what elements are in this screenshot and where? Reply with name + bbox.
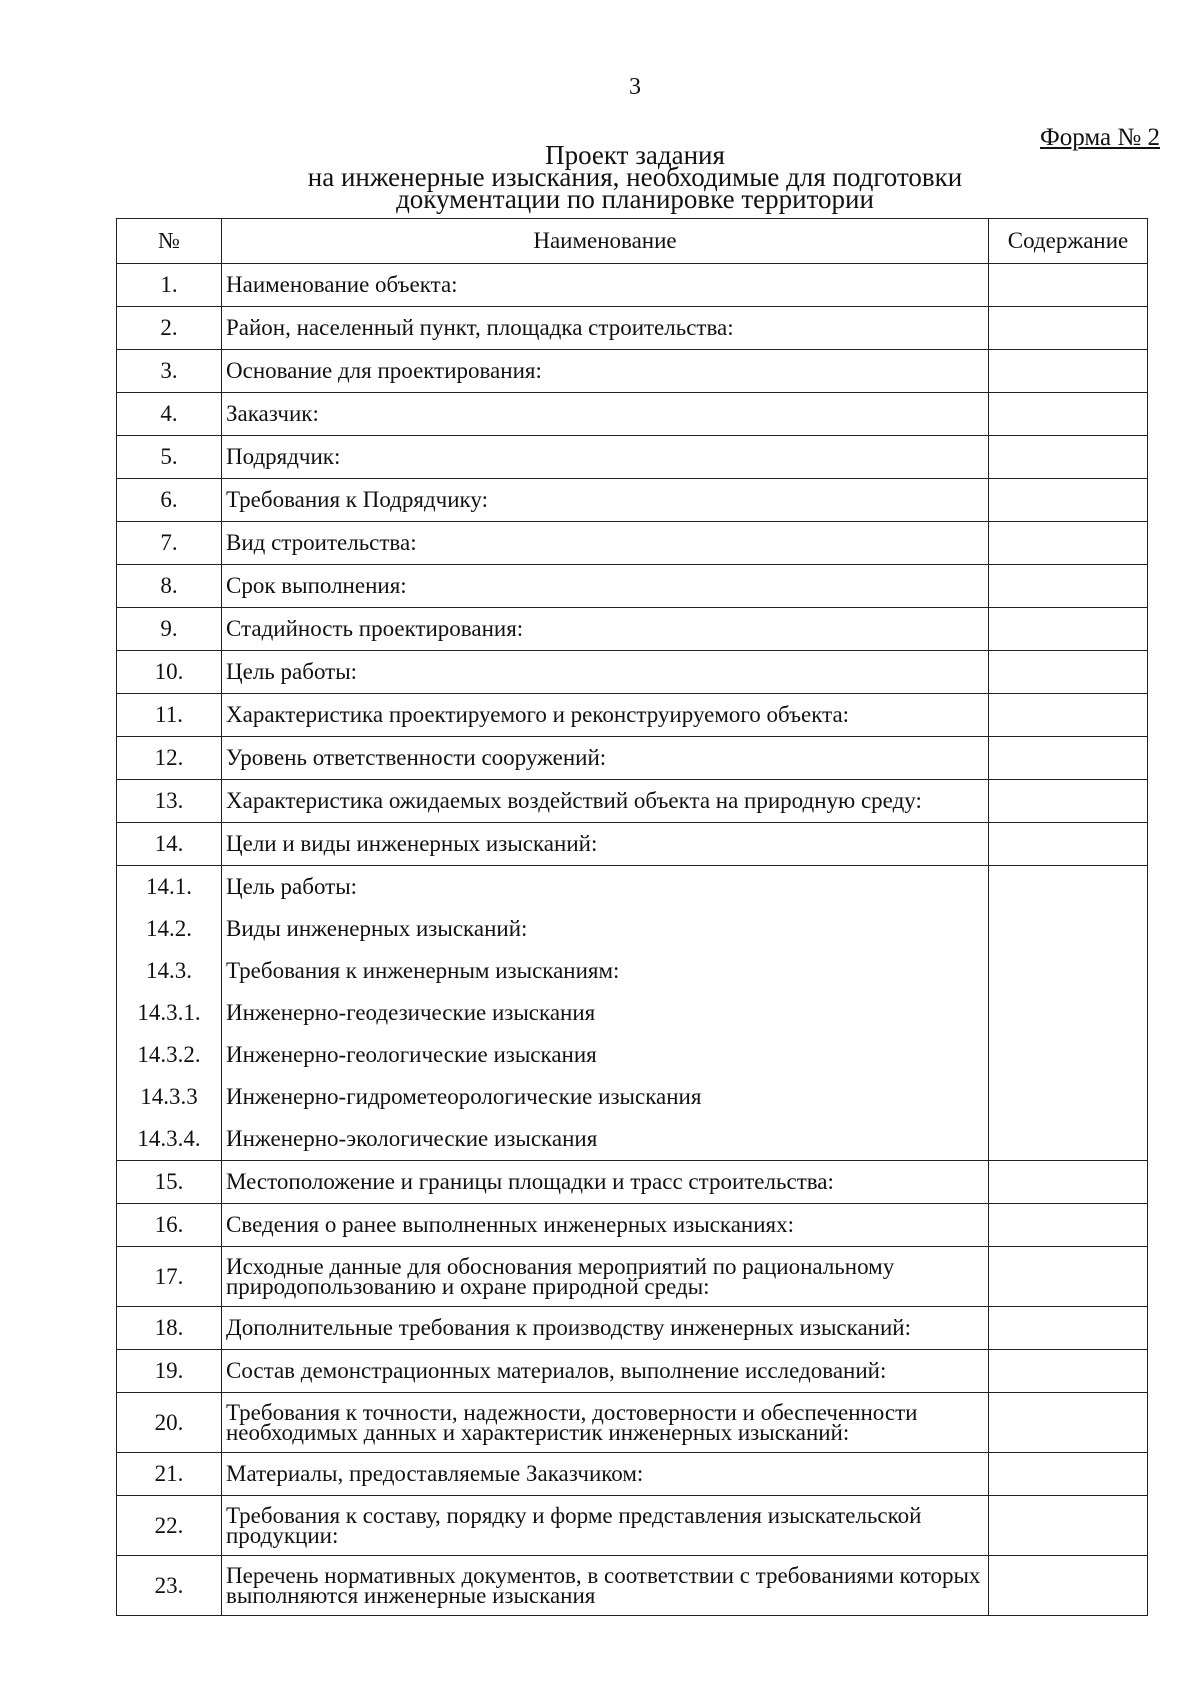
row-content-cell[interactable] bbox=[989, 307, 1148, 350]
row-content-cell[interactable] bbox=[989, 608, 1148, 651]
row-name: Подрядчик: bbox=[222, 436, 989, 479]
row-number: 12. bbox=[117, 737, 222, 780]
row-number: 7. bbox=[117, 522, 222, 565]
row-number: 3. bbox=[117, 350, 222, 393]
row-number: 5. bbox=[117, 436, 222, 479]
table-row bbox=[117, 908, 1148, 950]
row-name: Требования к инженерным изысканиям: bbox=[222, 950, 989, 992]
row-content-cell[interactable] bbox=[989, 393, 1148, 436]
row-number: 22. bbox=[117, 1496, 222, 1556]
row-number: 14. bbox=[117, 823, 222, 866]
row-content-cell[interactable] bbox=[989, 479, 1148, 522]
page-number: 3 bbox=[629, 74, 641, 100]
table-body bbox=[117, 264, 1148, 1616]
row-content-cell[interactable] bbox=[989, 1161, 1148, 1204]
row-number: 2. bbox=[117, 307, 222, 350]
row-number: 11. bbox=[117, 694, 222, 737]
table-row bbox=[117, 565, 1148, 608]
row-content-cell[interactable] bbox=[989, 1076, 1148, 1118]
row-name: Инженерно-экологические изыскания bbox=[222, 1118, 989, 1161]
table-row bbox=[117, 1161, 1148, 1204]
row-number: 21. bbox=[117, 1453, 222, 1496]
table-row bbox=[117, 307, 1148, 350]
table-row bbox=[117, 1393, 1148, 1453]
row-number: 10. bbox=[117, 651, 222, 694]
header-content: Содержание bbox=[989, 219, 1148, 264]
row-content-cell[interactable] bbox=[989, 1556, 1148, 1616]
row-name: Срок выполнения: bbox=[222, 565, 989, 608]
table-row bbox=[117, 950, 1148, 992]
row-name: Инженерно-гидрометеорологические изыскания bbox=[222, 1076, 989, 1118]
row-name: Состав демонстрационных материалов, выполнение исследований: bbox=[222, 1350, 989, 1393]
row-name: Цели и виды инженерных изысканий: bbox=[222, 823, 989, 866]
table-header-row bbox=[117, 219, 1148, 264]
table-row bbox=[117, 866, 1148, 909]
row-content-cell[interactable] bbox=[989, 1350, 1148, 1393]
row-name: Наименование объекта: bbox=[222, 264, 989, 307]
row-name: Материалы, предоставляемые Заказчиком: bbox=[222, 1453, 989, 1496]
row-content-cell[interactable] bbox=[989, 950, 1148, 992]
row-content-cell[interactable] bbox=[989, 436, 1148, 479]
row-content-cell[interactable] bbox=[989, 737, 1148, 780]
table-row bbox=[117, 393, 1148, 436]
row-number: 14.3. bbox=[117, 950, 222, 992]
row-content-cell[interactable] bbox=[989, 866, 1148, 909]
row-number: 23. bbox=[117, 1556, 222, 1616]
table-row bbox=[117, 1204, 1148, 1247]
table-row bbox=[117, 264, 1148, 307]
table-row bbox=[117, 1350, 1148, 1393]
table-row bbox=[117, 651, 1148, 694]
table-row bbox=[117, 1453, 1148, 1496]
form-label: Форма № 2 bbox=[1040, 124, 1160, 151]
row-number: 16. bbox=[117, 1204, 222, 1247]
row-name: Требования к составу, порядку и форме представления изыскательской продукции: bbox=[222, 1496, 989, 1556]
table-row bbox=[117, 1034, 1148, 1076]
table-row bbox=[117, 1556, 1148, 1616]
row-number: 14.3.4. bbox=[117, 1118, 222, 1161]
row-name: Цель работы: bbox=[222, 651, 989, 694]
row-number: 18. bbox=[117, 1307, 222, 1350]
row-number: 1. bbox=[117, 264, 222, 307]
table-row bbox=[117, 694, 1148, 737]
row-content-cell[interactable] bbox=[989, 1496, 1148, 1556]
row-name: Район, населенный пункт, площадка строительства: bbox=[222, 307, 989, 350]
row-number: 4. bbox=[117, 393, 222, 436]
row-content-cell[interactable] bbox=[989, 651, 1148, 694]
row-number: 15. bbox=[117, 1161, 222, 1204]
row-number: 13. bbox=[117, 780, 222, 823]
row-content-cell[interactable] bbox=[989, 1204, 1148, 1247]
table-row bbox=[117, 522, 1148, 565]
row-number: 14.3.1. bbox=[117, 992, 222, 1034]
title-line: документации по планировке территории bbox=[396, 184, 874, 214]
row-name: Уровень ответственности сооружений: bbox=[222, 737, 989, 780]
header-name: Наименование bbox=[222, 219, 989, 264]
form-table bbox=[116, 218, 1148, 1616]
row-number: 19. bbox=[117, 1350, 222, 1393]
table-row bbox=[117, 608, 1148, 651]
table-row bbox=[117, 1307, 1148, 1350]
row-content-cell[interactable] bbox=[989, 1247, 1148, 1307]
row-content-cell[interactable] bbox=[989, 350, 1148, 393]
table-row bbox=[117, 992, 1148, 1034]
row-number: 14.1. bbox=[117, 866, 222, 909]
row-name: Характеристика проектируемого и реконструируемого объекта: bbox=[222, 694, 989, 737]
table-row bbox=[117, 823, 1148, 866]
row-content-cell[interactable] bbox=[989, 908, 1148, 950]
table-row bbox=[117, 780, 1148, 823]
row-content-cell[interactable] bbox=[989, 565, 1148, 608]
row-content-cell[interactable] bbox=[989, 1453, 1148, 1496]
row-name: Дополнительные требования к производству инженерных изысканий: bbox=[222, 1307, 989, 1350]
row-number: 14.3.2. bbox=[117, 1034, 222, 1076]
row-name: Требования к Подрядчику: bbox=[222, 479, 989, 522]
row-number: 9. bbox=[117, 608, 222, 651]
row-name: Заказчик: bbox=[222, 393, 989, 436]
row-name: Цель работы: bbox=[222, 866, 989, 909]
table-row bbox=[117, 1076, 1148, 1118]
row-name: Сведения о ранее выполненных инженерных изысканиях: bbox=[222, 1204, 989, 1247]
row-name: Требования к точности, надежности, достоверности и обеспеченности необходимых данных и характеристик инженерных изысканий: bbox=[222, 1393, 989, 1453]
table-row bbox=[117, 479, 1148, 522]
row-name: Перечень нормативных документов, в соответствии с требованиями которых выполняются инженерные изыскания bbox=[222, 1556, 989, 1616]
title-line: на инженерные изыскания, необходимые для подготовки bbox=[307, 162, 963, 192]
row-name: Основание для проектирования: bbox=[222, 350, 989, 393]
document-title bbox=[0, 140, 1200, 214]
row-number: 14.3.3 bbox=[117, 1076, 222, 1118]
row-name: Характеристика ожидаемых воздействий объекта на природную среду: bbox=[222, 780, 989, 823]
row-name: Исходные данные для обоснования мероприятий по рациональному природопользованию и охране природной среды: bbox=[222, 1247, 989, 1307]
row-name: Стадийность проектирования: bbox=[222, 608, 989, 651]
row-number: 14.2. bbox=[117, 908, 222, 950]
table-row bbox=[117, 1247, 1148, 1307]
row-content-cell[interactable] bbox=[989, 780, 1148, 823]
row-number: 17. bbox=[117, 1247, 222, 1307]
header-number: № bbox=[117, 219, 222, 264]
row-name: Вид строительства: bbox=[222, 522, 989, 565]
row-content-cell[interactable] bbox=[989, 1118, 1148, 1161]
row-name: Виды инженерных изысканий: bbox=[222, 908, 989, 950]
row-content-cell[interactable] bbox=[989, 694, 1148, 737]
row-number: 8. bbox=[117, 565, 222, 608]
title-line: Проект задания bbox=[545, 140, 725, 170]
row-number: 6. bbox=[117, 479, 222, 522]
row-number: 20. bbox=[117, 1393, 222, 1453]
table-row bbox=[117, 737, 1148, 780]
row-content-cell[interactable] bbox=[989, 522, 1148, 565]
row-name: Инженерно-геодезические изыскания bbox=[222, 992, 989, 1034]
table-row bbox=[117, 1496, 1148, 1556]
row-content-cell[interactable] bbox=[989, 992, 1148, 1034]
table-row bbox=[117, 1118, 1148, 1161]
row-content-cell[interactable] bbox=[989, 823, 1148, 866]
table-row bbox=[117, 436, 1148, 479]
row-name: Местоположение и границы площадки и трасс строительства: bbox=[222, 1161, 989, 1204]
row-content-cell[interactable] bbox=[989, 1307, 1148, 1350]
row-name: Инженерно-геологические изыскания bbox=[222, 1034, 989, 1076]
row-content-cell[interactable] bbox=[989, 264, 1148, 307]
row-content-cell[interactable] bbox=[989, 1393, 1148, 1453]
row-content-cell[interactable] bbox=[989, 1034, 1148, 1076]
table-row bbox=[117, 350, 1148, 393]
